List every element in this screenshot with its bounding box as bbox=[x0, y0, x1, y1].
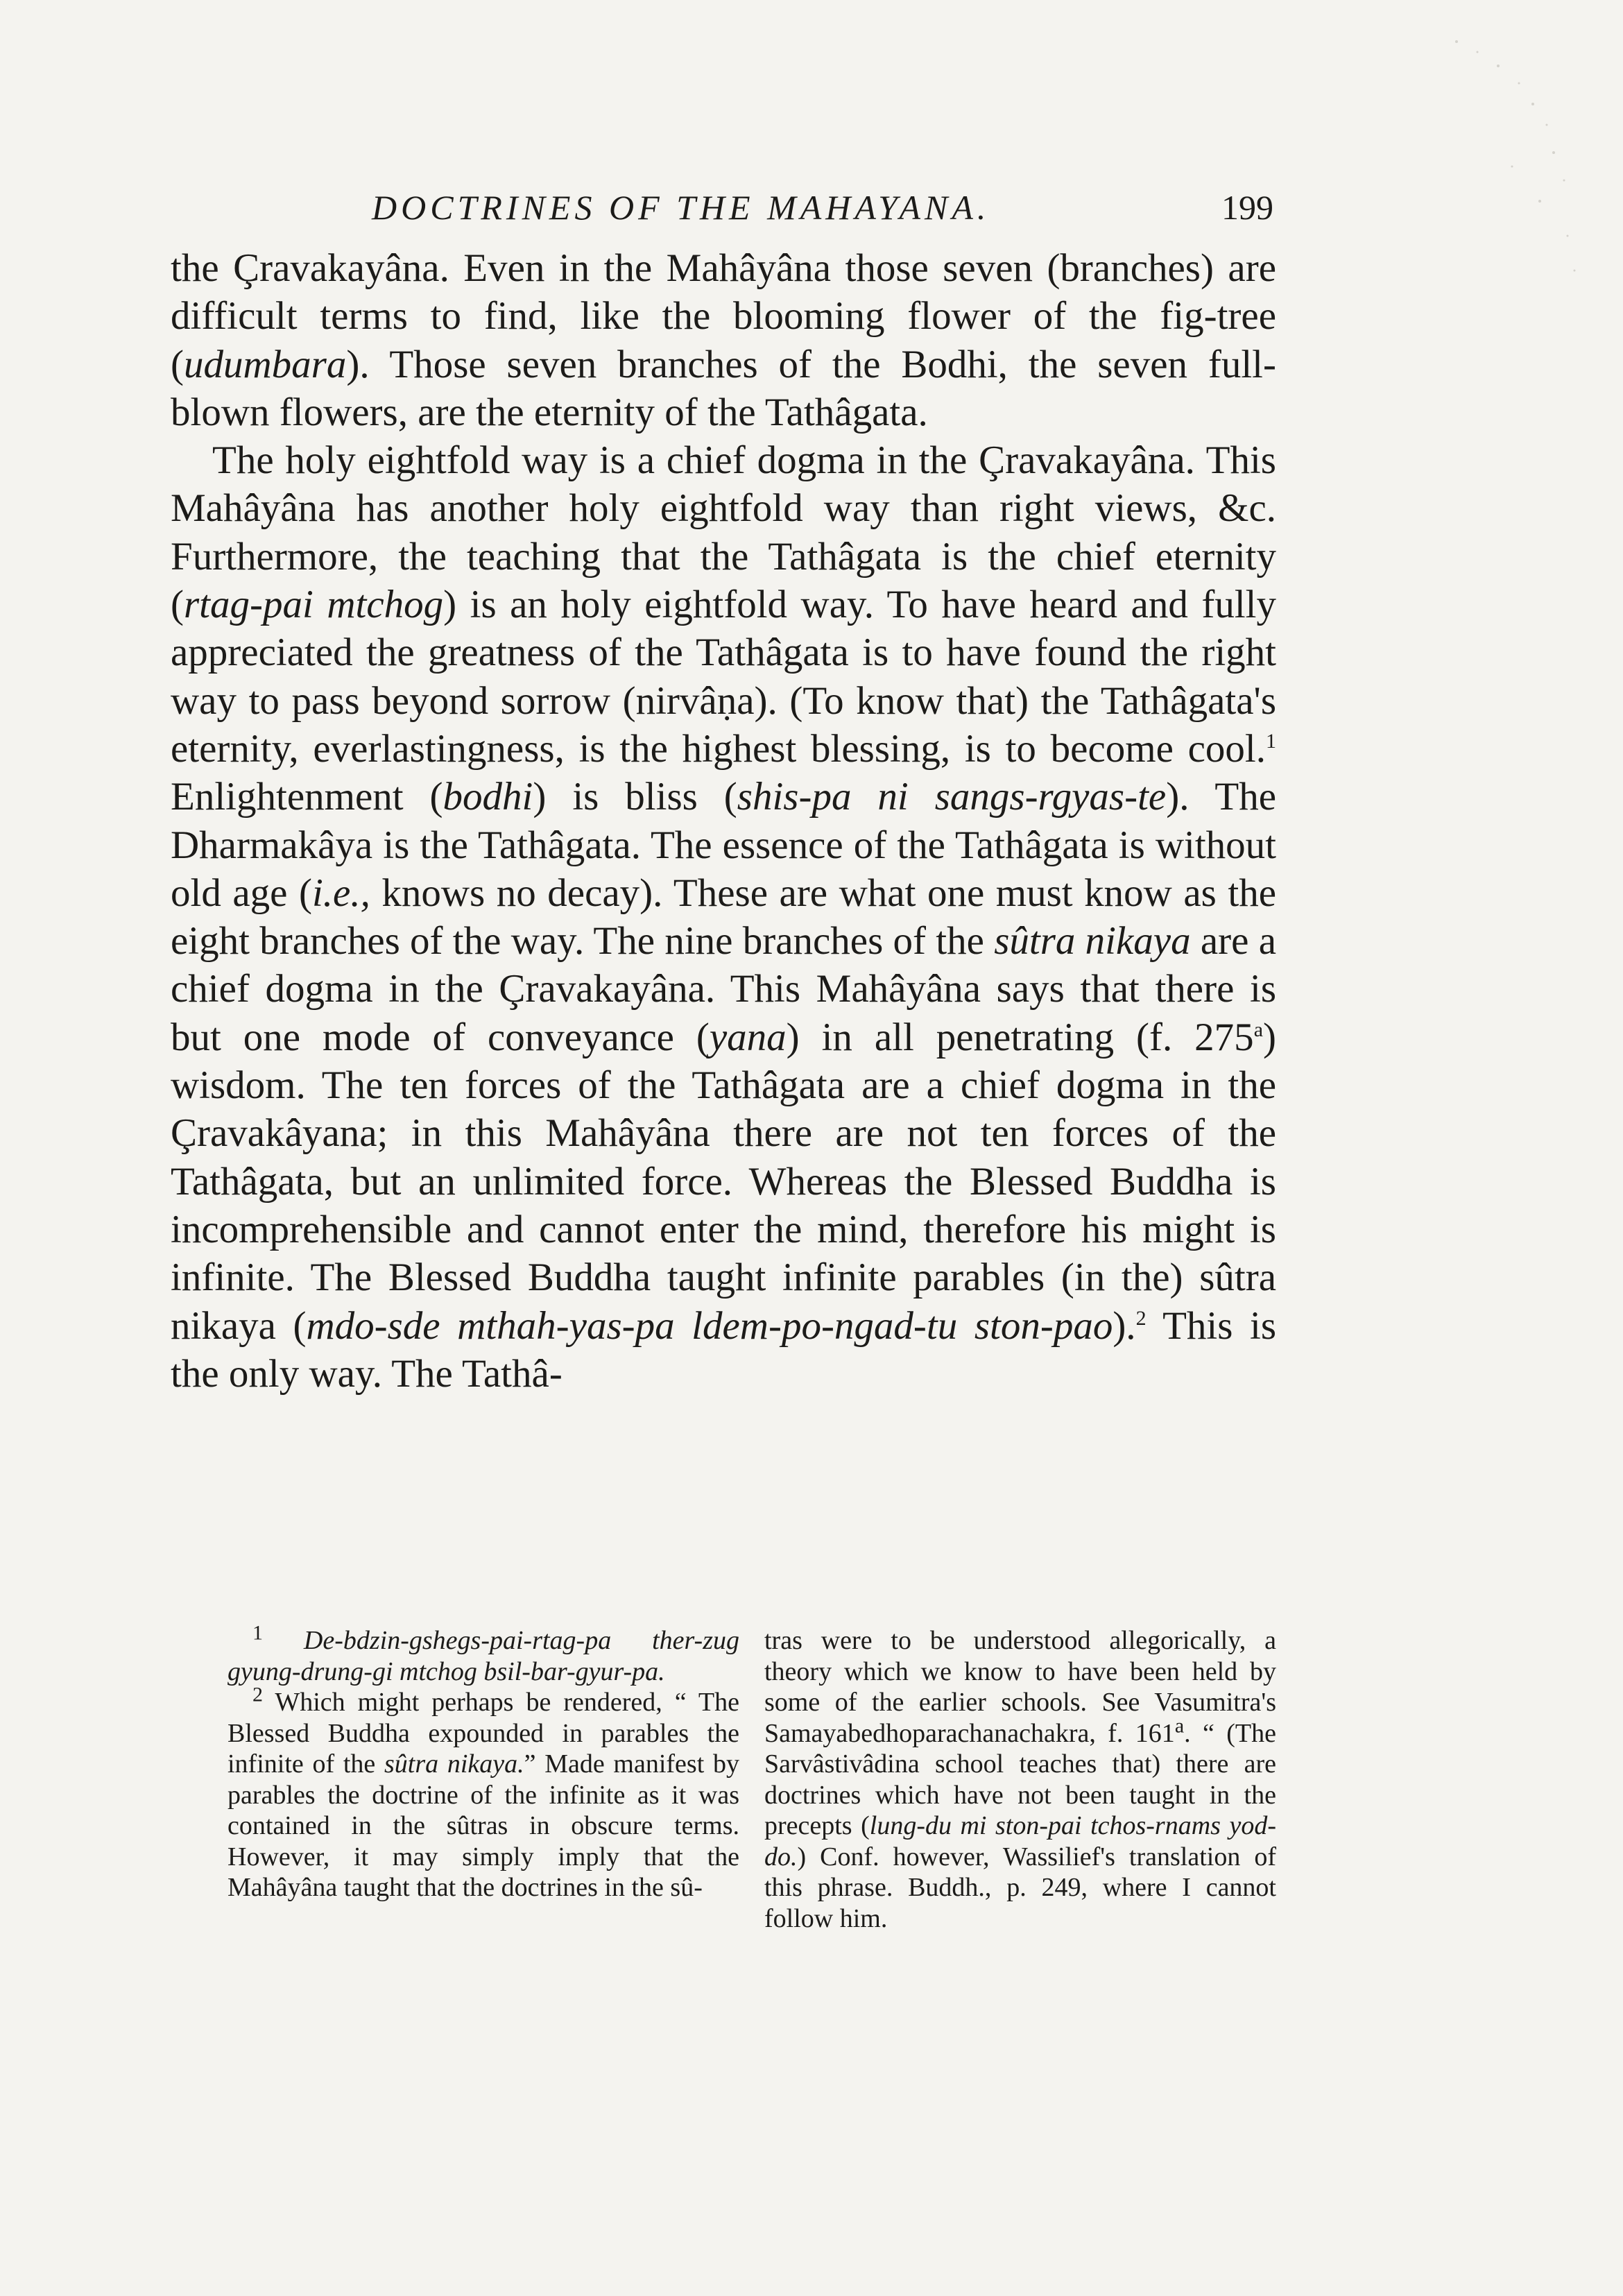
footnote-number: 1 bbox=[252, 1621, 263, 1645]
paragraph-1 bbox=[171, 244, 1276, 436]
italic-term: rtag-pai mtchog bbox=[183, 583, 444, 627]
italic-term: shis-pa ni sangs-rgyas-te bbox=[737, 775, 1167, 819]
text-run: ). The Dharmakâya is the Tathâgata. The essence of the Tathâgata is without old age ( bbox=[171, 775, 1276, 915]
text-run: ) wisdom. The ten forces of the Tathâgata are a chief dogma in the Çravakâyana; in this Mahâyâna there are not ten forces of the Tathâgata, but an unlimited force. Whereas the Blessed Buddha is incomprehensible and cannot enter the mind, therefore his might is infinite. The Blessed Buddha taught infinite parables (in the) sûtra nikaya ( bbox=[171, 1015, 1276, 1348]
footnote-column-left bbox=[227, 1621, 740, 1934]
text-run: ) in all penetrating (f. 275 bbox=[786, 1015, 1254, 1059]
footnotes bbox=[227, 1621, 1276, 1934]
footnote-text: Which might perhaps be rendered, “ The Blessed Buddha expounded in parables the infinite of the bbox=[227, 1688, 739, 1779]
page-number: 199 bbox=[1221, 188, 1273, 227]
footnote-1 bbox=[227, 1621, 740, 1687]
italic-term: sûtra nikaya bbox=[994, 919, 1191, 963]
footnote-2-continued bbox=[764, 1625, 1276, 1934]
running-head bbox=[171, 187, 1273, 243]
italic-term: udumbara bbox=[183, 342, 347, 386]
italic-term: lung-du mi ston-pai tchos-rnams yod-do. bbox=[764, 1811, 1276, 1871]
text-run: The holy eightfold way is a chief dogma in the Çravakayâna. This Mahâyâna has another holy eightfold way than right views, &c. Furthermore, the teaching that the Tathâgata is the chief eternity ( bbox=[171, 438, 1276, 627]
text-run: knows no decay). These are what one must know as the eight branches of the way. The nine branches of the bbox=[171, 871, 1276, 963]
footnote-text: ) Conf. however, Wassilief's translation of this phrase. Buddh., p. 249, where I cannot follow him. bbox=[764, 1842, 1276, 1933]
footnote-column-right bbox=[764, 1625, 1276, 1934]
text-run: This is the only way. The Tathâ- bbox=[171, 1303, 1277, 1396]
footnote-text: De-bdzin-gshegs-pai-rtag-pa ther-zug gyung-drung-gi mtchog bsil-bar-gyur-pa. bbox=[227, 1626, 740, 1686]
footnote-marker: 2 bbox=[1135, 1306, 1147, 1330]
italic-term: mdo-sde mthah-yas-pa ldem-po-ngad-tu ston-pao bbox=[306, 1303, 1113, 1348]
text-run: the Çravakayâna. Even in the Mahâyâna those seven (branches) are difficult terms to find, like the blooming flower of the fig-tree ( bbox=[171, 246, 1276, 386]
text-run: ). Those seven branches of the Bodhi, the seven full-blown flowers, are the eternity of the Tathâgata. bbox=[171, 342, 1276, 434]
superscript: a bbox=[1174, 1713, 1185, 1737]
paragraph-2 bbox=[171, 436, 1276, 1398]
footnote-text: . “ (The Sarvâstivâdina school teaches that) there are doctrines which have not been taught in the precepts ( bbox=[764, 1718, 1276, 1840]
footnote-marker: 1 bbox=[1266, 729, 1276, 753]
italic-term: i.e., bbox=[311, 871, 370, 915]
italic-term: yana bbox=[709, 1015, 787, 1059]
body-text bbox=[171, 244, 1276, 1398]
text-run: Enlightenment ( bbox=[171, 775, 443, 819]
running-title: DOCTRINES OF THE MAHAYANA. bbox=[372, 188, 990, 227]
italic-term: bodhi bbox=[443, 775, 533, 819]
text-run: ) is an holy eightfold way. To have heard and fully appreciated the greatness of the Tathâgata is to have found the right way to pass beyond sorrow (nirvâṇa). (To know that) the Tathâgata's eternity, everlastingness, is the highest blessing, is to become cool. bbox=[171, 583, 1276, 771]
text-run: ) is bliss ( bbox=[533, 775, 737, 819]
footnote-number: 2 bbox=[252, 1683, 263, 1706]
text-run: are a chief dogma in the Çravakayâna. This Mahâyâna says that there is but one mode of conveyance ( bbox=[171, 919, 1276, 1059]
italic-term: sûtra nikaya. bbox=[384, 1749, 524, 1779]
footnote-2 bbox=[227, 1683, 739, 1903]
footnote-text: ” Made manifest by parables the doctrine of the infinite as it was contained in the sûtras in obscure terms. However, it may simply imply that the Mahâyâna taught that the doctrines in the sû- bbox=[227, 1749, 739, 1902]
text-run: ). bbox=[1113, 1303, 1136, 1348]
superscript: a bbox=[1253, 1018, 1264, 1041]
footnote-text: tras were to be understood allegorically, a theory which we know to have been held by some of the earlier schools. See Vasumitra's Samayabedhoparachanachakra, f. 161 bbox=[764, 1626, 1276, 1748]
paper-stain bbox=[1436, 28, 1581, 291]
